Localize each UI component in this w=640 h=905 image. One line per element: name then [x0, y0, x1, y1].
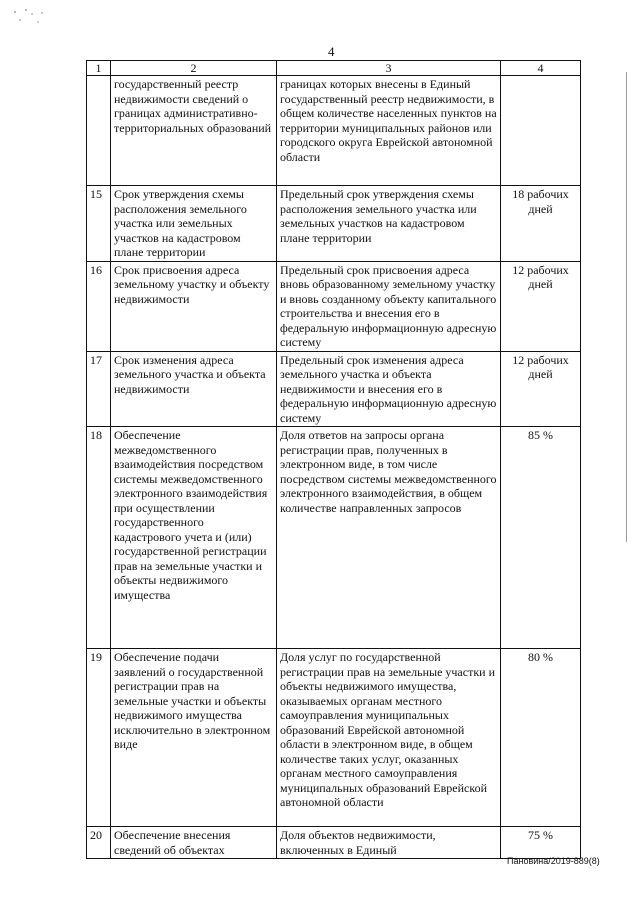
- row-name: Срок изменения адреса земельного участка и объекта недвижимости: [111, 351, 277, 427]
- table-row: [87, 649, 581, 827]
- document-code: Пановина/2019-889(8): [507, 856, 600, 866]
- row-indicator: Доля ответов на запросы органа регистрации прав, полученных в электронном виде, в том числе посредством системы межведомственного электронного взаимодействия, в общем количестве направленных запросов: [277, 427, 501, 649]
- table-row: [87, 351, 581, 427]
- table-row: [87, 827, 581, 859]
- row-indicator: Доля услуг по государственной регистрации прав на земельные участки и объекты недвижимого имущества, оказываемых органам местного самоуправления муниципальных образований Еврейской автономной области в электронном виде, в общем количестве таких услуг, оказанных органам местного самоуправления муниципальных образований Еврейской автономной области: [277, 649, 501, 827]
- column-header: 4: [501, 61, 581, 76]
- row-number: 19: [87, 649, 111, 827]
- row-name: Срок утверждения схемы расположения земельного участка или земельных участков на кадастровом плане территории: [111, 186, 277, 262]
- row-value: 85 %: [501, 427, 581, 649]
- row-value: 80 %: [501, 649, 581, 827]
- row-value: 18 рабочих дней: [501, 186, 581, 262]
- indicators-table: [86, 60, 581, 859]
- row-name: Обеспечение внесения сведений об объектах: [111, 827, 277, 859]
- scan-artifact: [12, 8, 52, 28]
- row-name: Обеспечение межведомственного взаимодействия посредством системы межведомственного электронного взаимодействия при осуществлении государственного кадастрового учета и (или) государственной регистрации прав на земельные участки и объекты недвижимого имущества: [111, 427, 277, 649]
- table-row: [87, 186, 581, 262]
- column-header: 3: [277, 61, 501, 76]
- row-name: Срок присвоения адреса земельному участку и объекту недвижимости: [111, 261, 277, 351]
- row-indicator: Предельный срок изменения адреса земельного участка и объекта недвижимости и внесения его в федеральную информационную адресную систему: [277, 351, 501, 427]
- row-indicator: Доля объектов недвижимости, включенных в Единый: [277, 827, 501, 859]
- row-number: 20: [87, 827, 111, 859]
- row-number: 16: [87, 261, 111, 351]
- table-row: [87, 261, 581, 351]
- row-name: Обеспечение подачи заявлений о государственной регистрации прав на земельные участки и объекты недвижимого имущества исключительно в электронном виде: [111, 649, 277, 827]
- table-row: [87, 76, 581, 186]
- row-number: [87, 76, 111, 186]
- table-row: [87, 427, 581, 649]
- row-indicator: Предельный срок утверждения схемы расположения земельного участка или земельных участков на кадастровом плане территории: [277, 186, 501, 262]
- column-header: 2: [111, 61, 277, 76]
- row-indicator: границах которых внесены в Единый государственный реестр недвижимости, в общем количестве населенных пунктов на территории муниципальных районов или городского округа Еврейской автономной области: [277, 76, 501, 186]
- row-number: 18: [87, 427, 111, 649]
- row-number: 15: [87, 186, 111, 262]
- scan-edge-line: [626, 72, 627, 542]
- row-value: 75 %: [501, 827, 581, 859]
- row-value: 12 рабочих дней: [501, 261, 581, 351]
- row-value: 12 рабочих дней: [501, 351, 581, 427]
- row-indicator: Предельный срок присвоения адреса вновь образованному земельному участку и вновь созданному объекту капитального строительства и внесения его в федеральную информационную адресную систему: [277, 261, 501, 351]
- row-value: [501, 76, 581, 186]
- page-number: 4: [328, 44, 335, 59]
- table-header-row: [87, 61, 581, 76]
- row-name: государственный реестр недвижимости сведений о границах административно-территориальных образований: [111, 76, 277, 186]
- row-number: 17: [87, 351, 111, 427]
- column-header: 1: [87, 61, 111, 76]
